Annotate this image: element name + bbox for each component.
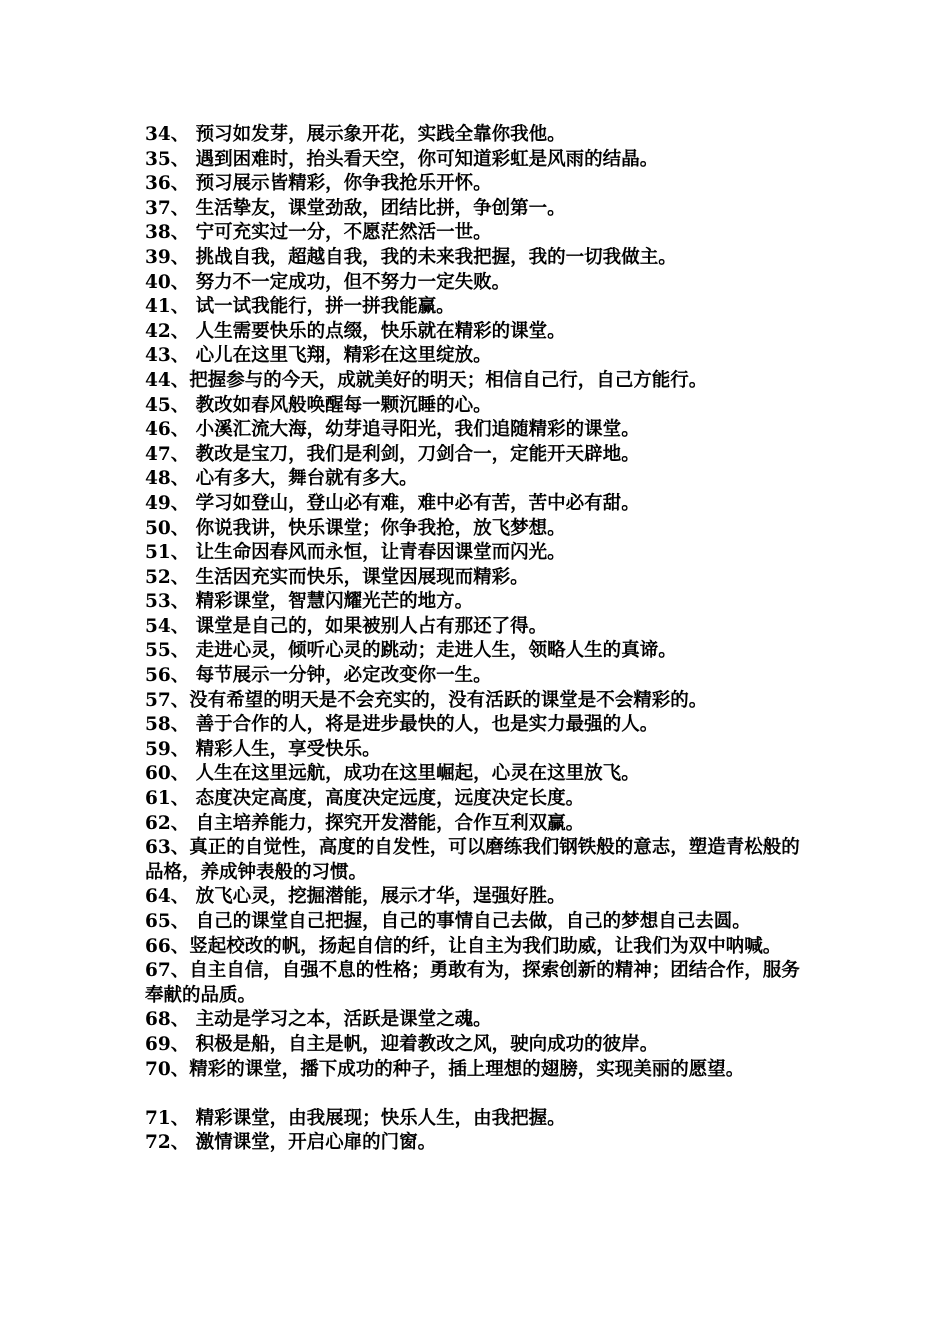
list-item: 46、 小溪汇流大海，幼芽追寻阳光，我们追随精彩的课堂。	[145, 419, 640, 441]
list-item: 50、 你说我讲，快乐课堂；你争我抢，放飞梦想。	[145, 517, 566, 539]
list-item: 65、 自己的课堂自己把握，自己的事情自己去做，自己的梦想自己去圆。	[145, 911, 751, 932]
list-item: 35、 遇到困难时，抬头看天空，你可知道彩虹是风雨的结晶。	[145, 148, 659, 170]
list-item: 69、 积极是船，自主是帆，迎着教改之风，驶向成功的彼岸。	[145, 1033, 659, 1055]
list-item: 62、 自主培养能力，探究开发潜能，合作互利双赢。	[145, 812, 585, 834]
list-item: 71、 精彩课堂，由我展现；快乐人生，由我把握。	[145, 1107, 566, 1129]
list-item: 52、 生活因充实而快乐，课堂因展现而精彩。	[145, 566, 529, 588]
list-item: 41、 试一试我能行，拼一拼我能赢。	[145, 296, 455, 318]
list-item: 37、 生活挚友，课堂劲敌，团结比拼，争创第一。	[145, 197, 566, 219]
list-item: 66、竖起校改的帆，扬起自信的纤，让自主为我们助威，让我们为双中呐喊。	[145, 935, 782, 957]
list-item: 63、真正的自觉性，高度的自发性，可以磨练我们钢铁般的意志，塑造青松般的品格，养成钟表般的习惯。	[145, 837, 800, 883]
list-item: 55、 走进心灵，倾听心灵的跳动；走进人生，领略人生的真谛。	[145, 640, 677, 662]
list-item: 61、 态度决定高度，高度决定远度，远度决定长度。	[145, 788, 585, 810]
list-item: 51、 让生命因春风而永恒，让青春因课堂而闪光。	[145, 542, 566, 564]
list-item: 38、 宁可充实过一分，不愿茫然活一世。	[145, 222, 492, 244]
list-item: 56、 每节展示一分钟，必定改变你一生。	[145, 665, 492, 687]
list-item: 72、 激情课堂，开启心扉的门窗。	[145, 1132, 437, 1154]
list-item: 67、自主自信，自强不息的性格；勇敢有为，探索创新的精神；团结合作，服务奉献的品质。	[145, 960, 800, 1006]
list-item: 57、没有希望的明天是不会充实的，没有活跃的课堂是不会精彩的。	[145, 689, 708, 711]
list-item: 43、 心儿在这里飞翔，精彩在这里绽放。	[145, 345, 492, 367]
list-item: 36、 预习展示皆精彩，你争我抢乐开怀。	[145, 173, 492, 195]
list-item: 45、 教改如春风般唤醒每一颗沉睡的心。	[145, 394, 492, 416]
list-item: 47、 教改是宝刀，我们是利剑，刀剑合一，定能开天辟地。	[145, 443, 640, 465]
list-item: 34、 预习如发芽，展示象开花，实践全靠你我他。	[145, 124, 566, 145]
list-item: 39、 挑战自我，超越自我，我的未来我把握，我的一切我做主。	[145, 246, 677, 268]
list-item: 49、 学习如登山，登山必有难，难中必有苦，苦中必有甜。	[145, 492, 640, 514]
list-item: 58、 善于合作的人，将是进步最快的人，也是实力最强的人。	[145, 714, 659, 736]
blank-line	[145, 1082, 813, 1107]
slogan-list	[145, 123, 813, 1156]
list-item: 64、 放飞心灵，挖掘潜能，展示才华，逞强好胜。	[145, 886, 566, 908]
list-item: 48、 心有多大，舞台就有多大。	[145, 468, 418, 490]
list-item: 40、 努力不一定成功，但不努力一定失败。	[145, 271, 511, 293]
list-item: 70、精彩的课堂，播下成功的种子，插上理想的翅膀，实现美丽的愿望。	[145, 1058, 745, 1080]
list-item: 54、 课堂是自己的，如果被别人占有那还了得。	[145, 615, 548, 637]
list-item: 60、 人生在这里远航，成功在这里崛起，心灵在这里放飞。	[145, 763, 640, 785]
list-item: 44、把握参与的今天，成就美好的明天；相信自己行，自己方能行。	[145, 369, 708, 391]
list-item: 53、 精彩课堂，智慧闪耀光芒的地方。	[145, 591, 474, 613]
list-item: 68、 主动是学习之本，活跃是课堂之魂。	[145, 1009, 492, 1031]
list-item: 59、 精彩人生，享受快乐。	[145, 738, 381, 760]
list-item: 42、 人生需要快乐的点缀，快乐就在精彩的课堂。	[145, 320, 566, 342]
